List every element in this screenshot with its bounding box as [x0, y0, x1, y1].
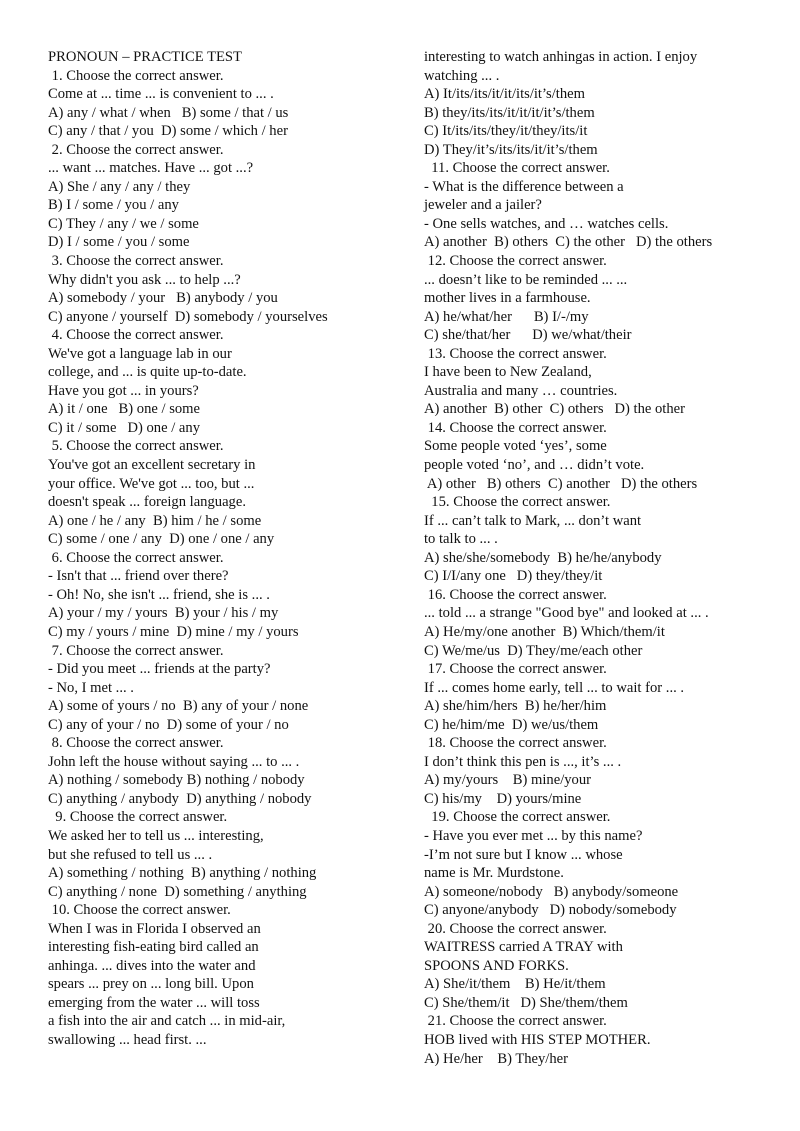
text-line: A) another B) others C) the other D) the others [424, 234, 713, 251]
text-line: C) my / yours / mine D) mine / my / yours [48, 623, 299, 640]
text-line: PRONOUN – PRACTICE TEST [48, 49, 242, 65]
text-line: name is Mr. Murdstone. [424, 865, 564, 882]
text-line: 8. Choose the correct answer. [48, 735, 224, 752]
text-line: A) my/yours B) mine/your [424, 772, 592, 789]
text-line: college, and ... is quite up-to-date. [48, 364, 247, 381]
text-line: -I’m not sure but I know ... whose [424, 846, 623, 863]
text-line: swallowing ... head first. ... [48, 1031, 207, 1048]
text-line: 20. Choose the correct answer. [424, 920, 607, 937]
text-line: 19. Choose the correct answer. [424, 809, 611, 826]
text-line: A) some of yours / no B) any of your / none [48, 698, 309, 715]
text-line: C) We/me/us D) They/me/each other [424, 642, 643, 659]
text-line: ... want ... matches. Have ... got ...? [48, 160, 254, 177]
text-line: A) any / what / when B) some / that / us [48, 104, 289, 121]
text-line: When I was in Florida I observed an [48, 920, 261, 937]
text-line: We asked her to tell us ... interesting, [48, 827, 264, 844]
text-line: A) she/him/hers B) he/her/him [424, 698, 607, 715]
text-line: A) one / he / any B) him / he / some [48, 512, 262, 529]
text-line: C) any of your / no D) some of your / no [48, 716, 289, 733]
text-line: interesting to watch anhingas in action. I enjoy [424, 49, 698, 65]
text-line: Why didn't you ask ... to help ...? [48, 271, 241, 288]
text-line: 4. Choose the correct answer. [48, 327, 224, 344]
text-line: people voted ‘no’, and … didn’t vote. [424, 457, 645, 474]
text-line: ... told ... a strange "Good bye" and looked at ... . [424, 605, 709, 622]
text-line: Some people voted ‘yes’, some [424, 438, 607, 455]
text-line: A) it / one B) one / some [48, 401, 200, 418]
text-line: jeweler and a jailer? [424, 197, 542, 214]
text-line: - What is the difference between a [424, 178, 624, 195]
text-line: C) anything / anybody D) anything / nobody [48, 790, 312, 807]
text-line: emerging from the water ... will toss [48, 994, 260, 1011]
text-line: A) another B) other C) others D) the other [424, 401, 685, 418]
text-line: 3. Choose the correct answer. [48, 253, 224, 270]
text-line: 18. Choose the correct answer. [424, 735, 607, 752]
text-line: If ... can’t talk to Mark, ... don’t want [424, 512, 642, 529]
text-line: spears ... prey on ... long bill. Upon [48, 976, 254, 993]
text-line: - Isn't that ... friend over there? [48, 568, 229, 585]
text-line: If ... comes home early, tell ... to wait for ... . [424, 679, 685, 696]
right-column [424, 48, 764, 1068]
text-line: C) They / any / we / some [48, 215, 199, 232]
text-line: We've got a language lab in our [48, 345, 232, 362]
text-line: C) she/that/her D) we/what/their [424, 327, 632, 344]
text-line: I have been to New Zealand, [424, 364, 592, 381]
text-line: B) they/its/its/it/it/it/it’s/them [424, 104, 595, 121]
text-line: SPOONS AND FORKS. [424, 957, 569, 974]
text-line: C) his/my D) yours/mine [424, 790, 582, 807]
text-line: 1. Choose the correct answer. [48, 67, 224, 84]
text-line: interesting fish-eating bird called an [48, 939, 259, 956]
text-line: 17. Choose the correct answer. [424, 661, 607, 678]
text-line: C) It/its/its/they/it/they/its/it [424, 123, 588, 140]
text-line: A) She / any / any / they [48, 178, 191, 195]
text-line: - No, I met ... . [48, 679, 134, 696]
text-line: - Have you ever met ... by this name? [424, 827, 643, 844]
text-line: Have you got ... in yours? [48, 382, 199, 399]
text-line: ... doesn’t like to be reminded ... ... [424, 271, 628, 288]
text-line: A) He/my/one another B) Which/them/it [424, 623, 665, 640]
text-line: C) any / that / you D) some / which / her [48, 123, 288, 140]
text-line: A) something / nothing B) anything / nothing [48, 865, 317, 882]
text-line: 14. Choose the correct answer. [424, 419, 607, 436]
text-line: 11. Choose the correct answer. [424, 160, 610, 177]
text-line: to talk to ... . [424, 531, 498, 548]
text-line: 16. Choose the correct answer. [424, 586, 607, 603]
left-column [48, 48, 400, 1050]
text-line: Australia and many … countries. [424, 382, 618, 399]
text-line: A) somebody / your B) anybody / you [48, 290, 278, 307]
text-line: watching ... . [424, 67, 500, 84]
text-line: 13. Choose the correct answer. [424, 345, 607, 362]
text-line: 21. Choose the correct answer. [424, 1013, 607, 1030]
text-line: You've got an excellent secretary in [48, 457, 256, 474]
text-line: your office. We've got ... too, but ... [48, 475, 255, 492]
text-line: A) nothing / somebody B) nothing / nobody [48, 772, 305, 789]
text-line: 5. Choose the correct answer. [48, 438, 224, 455]
text-line: B) I / some / you / any [48, 197, 179, 214]
text-line: I don’t think this pen is ..., it’s ... . [424, 753, 622, 770]
text-line: C) some / one / any D) one / one / any [48, 531, 275, 548]
text-line: D) I / some / you / some [48, 234, 190, 251]
text-line: A) other B) others C) another D) the others [424, 475, 698, 492]
text-line: mother lives in a farmhouse. [424, 290, 591, 307]
text-line: 15. Choose the correct answer. [424, 494, 611, 511]
text-line: C) She/them/it D) She/them/them [424, 994, 628, 1011]
text-line: A) She/it/them B) He/it/them [424, 976, 606, 993]
text-line: WAITRESS carried A TRAY with [424, 939, 623, 956]
text-line: 12. Choose the correct answer. [424, 253, 607, 270]
text-line: 2. Choose the correct answer. [48, 141, 224, 158]
text-line: A) It/its/its/it/it/its/it’s/them [424, 86, 585, 103]
text-line: A) He/her B) They/her [424, 1050, 568, 1067]
text-line: - Oh! No, she isn't ... friend, she is ... . [48, 586, 270, 603]
text-line: - Did you meet ... friends at the party? [48, 661, 271, 678]
text-line: - One sells watches, and … watches cells. [424, 215, 669, 232]
text-line: Come at ... time ... is convenient to ... . [48, 86, 274, 103]
text-line: anhinga. ... dives into the water and [48, 957, 256, 974]
text-line: doesn't speak ... foreign language. [48, 494, 246, 511]
text-line: C) he/him/me D) we/us/them [424, 716, 599, 733]
text-line: C) anything / none D) something / anything [48, 883, 307, 900]
text-line: 7. Choose the correct answer. [48, 642, 224, 659]
text-line: A) someone/nobody B) anybody/someone [424, 883, 679, 900]
text-line: A) he/what/her B) I/-/my [424, 308, 589, 325]
text-line: C) anyone/anybody D) nobody/somebody [424, 902, 677, 919]
text-line: D) They/it’s/its/its/it/it’s/them [424, 141, 598, 158]
text-line: C) anyone / yourself D) somebody / yourselves [48, 308, 328, 325]
text-line: 9. Choose the correct answer. [48, 809, 228, 826]
text-line: but she refused to tell us ... . [48, 846, 213, 863]
text-line: 6. Choose the correct answer. [48, 549, 224, 566]
text-line: A) your / my / yours B) your / his / my [48, 605, 279, 622]
text-line: a fish into the air and catch ... in mid-air, [48, 1013, 286, 1030]
text-line: A) she/she/somebody B) he/he/anybody [424, 549, 662, 566]
text-line: C) it / some D) one / any [48, 419, 200, 436]
text-line: C) I/I/any one D) they/they/it [424, 568, 603, 585]
text-line: John left the house without saying ... to ... . [48, 753, 300, 770]
text-line: HOB lived with HIS STEP MOTHER. [424, 1031, 651, 1048]
text-line: 10. Choose the correct answer. [48, 902, 231, 919]
